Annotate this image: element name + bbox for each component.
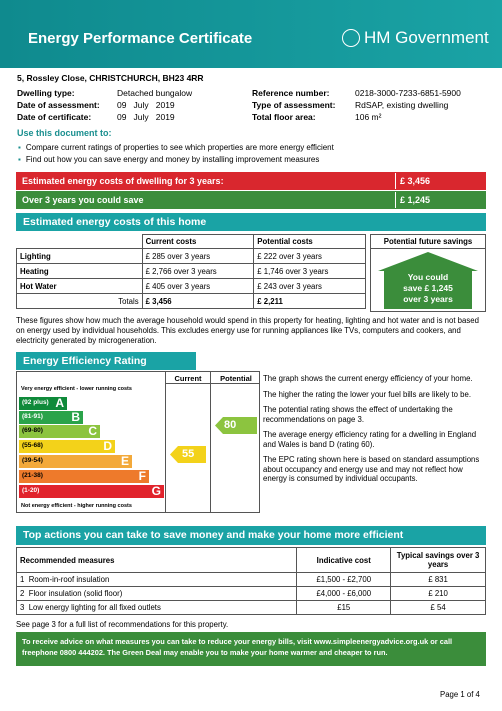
dwelling-type-label: Dwelling type: (17, 88, 75, 98)
gov-logo (342, 28, 489, 48)
band-d (19, 440, 115, 453)
band-range: (81-91) (22, 413, 43, 420)
table-row (17, 264, 366, 279)
actions-table (16, 547, 486, 615)
row-current: £ 405 over 3 years (142, 279, 254, 294)
costs-note: These figures show how much the average household would spend in this property for heating, lighting and hot water and is not based on energy used by individual households. This excludes energy use for running appliances like TVs, computers and cookers, and electricity generated by microgeneration. (16, 316, 479, 345)
crest-icon (342, 29, 360, 47)
save-bar-label: Over 3 years you could save (22, 195, 144, 205)
measure-cost: £4,000 - £6,000 (297, 587, 391, 601)
costs-table (16, 234, 366, 309)
col-potential: Potential costs (254, 235, 366, 249)
row-potential: £ 243 over 3 years (254, 279, 366, 294)
efficient-note: Very energy efficient - lower running costs (21, 386, 132, 392)
band-letter: A (55, 396, 64, 410)
measure-cost: £15 (297, 601, 391, 615)
blank-cell (17, 235, 143, 249)
col-current: Current costs (142, 235, 254, 249)
reference-value: 0218-3000-7233-6851-5900 (355, 88, 461, 98)
save-bar-value: £ 1,245 (395, 192, 486, 208)
measure-cost: £1,500 - £2,700 (297, 573, 391, 587)
totals-label: Totals (17, 294, 143, 309)
band-a (19, 397, 67, 410)
date-certificate-value: 09 July 2019 (117, 112, 175, 122)
band-letter: G (151, 484, 161, 498)
measure-saving: £ 54 (391, 601, 486, 615)
efficiency-text (263, 374, 485, 484)
actions-section-title: Top actions you can take to save money and make your home more efficient (16, 526, 486, 545)
gov-label: HM Government (364, 28, 489, 47)
col-future-savings: Potential future savings (370, 234, 486, 249)
col-potential-label: Potential (220, 374, 252, 383)
measure-name: 3 Low energy lighting for all fixed outlets (17, 601, 297, 615)
band-range: (69-80) (22, 427, 43, 434)
band-range: (39-54) (22, 457, 43, 464)
col-savings: Typical savings over 3 years (391, 548, 486, 573)
table-row (17, 601, 486, 615)
page-number: Page 1 of 4 (440, 690, 480, 699)
efficiency-para: The graph shows the current energy efficiency of your home. (263, 374, 473, 383)
inefficient-note: Not energy efficient - higher running costs (21, 503, 132, 509)
efficiency-para: The average energy efficiency rating for a dwelling in England and Wales is band D (rating 60). (263, 430, 477, 449)
measure-name: 1 Room-in-roof insulation (17, 573, 297, 587)
assessment-type-label: Type of assessment: (252, 100, 336, 110)
property-address: 5, Rossley Close, CHRISTCHURCH, BH23 4RR (17, 73, 204, 83)
band-b (19, 411, 83, 424)
savings-line-3: over 3 years (403, 294, 453, 304)
band-range: (21-38) (22, 472, 43, 479)
row-potential: £ 222 over 3 years (254, 249, 366, 264)
band-range: (55-68) (22, 442, 43, 449)
row-current: £ 2,766 over 3 years (142, 264, 254, 279)
advice-footer: To receive advice on what measures you can take to reduce your energy bills, visit www.simpleenergyadvice.org.uk or call freephone 0800 444202. The Green Deal may enable you to make your home warmer and cheaper to run. (16, 632, 486, 666)
band-range: (1-20) (22, 487, 40, 494)
save-bar (16, 191, 486, 209)
header-banner (0, 0, 502, 68)
actions-note: See page 3 for a full list of recommendations for this property. (16, 620, 229, 629)
band-letter: E (120, 454, 129, 468)
efficiency-section-title: Energy Efficiency Rating (16, 352, 196, 370)
row-name: Heating (17, 264, 143, 279)
table-row (17, 279, 366, 294)
band-letter: D (103, 439, 112, 453)
band-letter: B (71, 410, 80, 424)
band-range: (92 plus) (22, 399, 49, 406)
measure-saving: £ 831 (391, 573, 486, 587)
col-current-label: Current (174, 374, 202, 383)
reference-label: Reference number: (252, 88, 330, 98)
savings-line-1: You could (407, 272, 449, 282)
row-name: Lighting (17, 249, 143, 264)
efficiency-para: The EPC rating shown here is based on standard assumptions about occupancy and energy use and may not reflect how energy is consumed by individual occupants. (263, 455, 480, 483)
totals-row (17, 294, 366, 309)
floor-area-label: Total floor area: (252, 112, 316, 122)
table-row (17, 249, 366, 264)
savings-line-2: save £ 1,245 (403, 283, 453, 293)
costs-section-title: Estimated energy costs of this home (16, 213, 486, 231)
cost-bar (16, 172, 486, 190)
row-potential: £ 1,746 over 3 years (254, 264, 366, 279)
page-title: Energy Performance Certificate (28, 30, 253, 47)
use-bullet-2: ▪ Find out how you can save energy and money by installing improvement measures (18, 155, 319, 164)
band-letter: F (138, 469, 146, 483)
band-f (19, 470, 149, 483)
col-cost: Indicative cost (297, 548, 391, 573)
measure-saving: £ 210 (391, 587, 486, 601)
date-certificate-label: Date of certificate: (17, 112, 92, 122)
total-current: £ 3,456 (142, 294, 254, 309)
col-measures: Recommended measures (17, 548, 297, 573)
row-current: £ 285 over 3 years (142, 249, 254, 264)
band-g (19, 485, 164, 498)
current-rating: 55 (182, 448, 195, 460)
date-assessment-value: 09 July 2019 (117, 100, 175, 110)
savings-text (372, 272, 484, 305)
measure-name: 2 Floor insulation (solid floor) (17, 587, 297, 601)
efficiency-para: The potential rating shows the effect of undertaking the recommendations on page 3. (263, 405, 453, 424)
cost-bar-label: Estimated energy costs of dwelling for 3 years: (22, 176, 224, 186)
use-doc-title: Use this document to: (17, 128, 112, 138)
band-letter: C (88, 424, 97, 438)
cost-bar-value: £ 3,456 (395, 173, 486, 189)
date-assessment-label: Date of assessment: (17, 100, 100, 110)
dwelling-type-value: Detached bungalow (117, 88, 193, 98)
total-potential: £ 2,211 (254, 294, 366, 309)
table-row (17, 573, 486, 587)
assessment-type-value: RdSAP, existing dwelling (355, 100, 449, 110)
floor-area-value: 106 m² (355, 112, 382, 122)
use-bullet-1: ▪ Compare current ratings of properties to see which properties are more energy efficient (18, 143, 334, 152)
potential-rating: 80 (224, 419, 237, 431)
table-row (17, 587, 486, 601)
band-e (19, 455, 132, 468)
row-name: Hot Water (17, 279, 143, 294)
efficiency-para: The higher the rating the lower your fuel bills are likely to be. (263, 389, 472, 399)
band-c (19, 425, 100, 438)
